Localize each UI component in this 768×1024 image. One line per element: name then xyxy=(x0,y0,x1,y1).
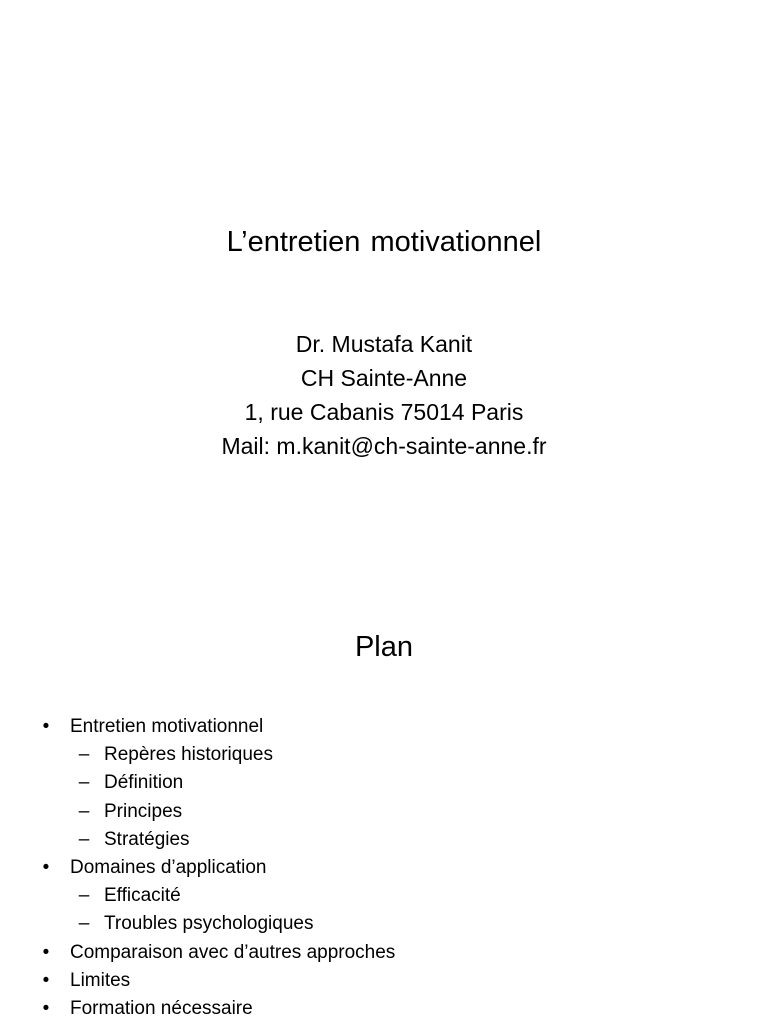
bullet-marker: • xyxy=(42,941,50,963)
outline-item xyxy=(0,939,768,967)
outline-item-label: Domaines d’application xyxy=(70,856,267,878)
dash-marker: – xyxy=(78,772,90,794)
presentation-title: L’entretien motivationnel xyxy=(226,226,542,258)
plan-outline xyxy=(0,713,768,1023)
outline-item-label: Comparaison avec d’autres approches xyxy=(70,941,396,963)
outline-subitem-label: Principes xyxy=(104,800,183,822)
author-contact-block xyxy=(0,327,768,463)
bullet-marker: • xyxy=(42,969,50,991)
dash-marker: – xyxy=(78,913,90,935)
outline-subitem-label: Repères historiques xyxy=(104,744,273,766)
bullet-marker: • xyxy=(42,856,50,878)
outline-subitem-label: Troubles psychologiques xyxy=(104,913,314,935)
author-name: Dr. Mustafa Kanit xyxy=(295,331,473,357)
outline-subitem xyxy=(0,741,768,769)
outline-item xyxy=(0,995,768,1023)
outline-subitem-label: Stratégies xyxy=(104,828,190,850)
outline-item xyxy=(0,854,768,882)
bullet-marker: • xyxy=(42,716,50,737)
outline-subitem xyxy=(0,882,768,910)
outline-item xyxy=(0,967,768,995)
author-institution: CH Sainte-Anne xyxy=(300,365,468,391)
outline-item-label: Limites xyxy=(70,969,131,991)
outline-subitem-label: Efficacité xyxy=(104,885,181,907)
author-email: Mail: m.kanit@ch-sainte-anne.fr xyxy=(221,433,547,459)
outline-subitem xyxy=(0,769,768,797)
dash-marker: – xyxy=(78,744,90,766)
dash-marker: – xyxy=(78,885,90,907)
plan-title: Plan xyxy=(354,631,414,663)
outline-item-label: Entretien motivationnel xyxy=(70,716,264,737)
author-address: 1, rue Cabanis 75014 Paris xyxy=(244,399,524,425)
dash-marker: – xyxy=(78,828,90,850)
outline-subitem xyxy=(0,798,768,826)
outline-item-label: Formation nécessaire xyxy=(70,997,253,1019)
outline-item xyxy=(0,713,768,741)
outline-subitem xyxy=(0,826,768,854)
outline-subitem xyxy=(0,910,768,938)
dash-marker: – xyxy=(78,800,90,822)
bullet-marker: • xyxy=(42,997,50,1019)
outline-subitem-label: Définition xyxy=(104,772,184,794)
